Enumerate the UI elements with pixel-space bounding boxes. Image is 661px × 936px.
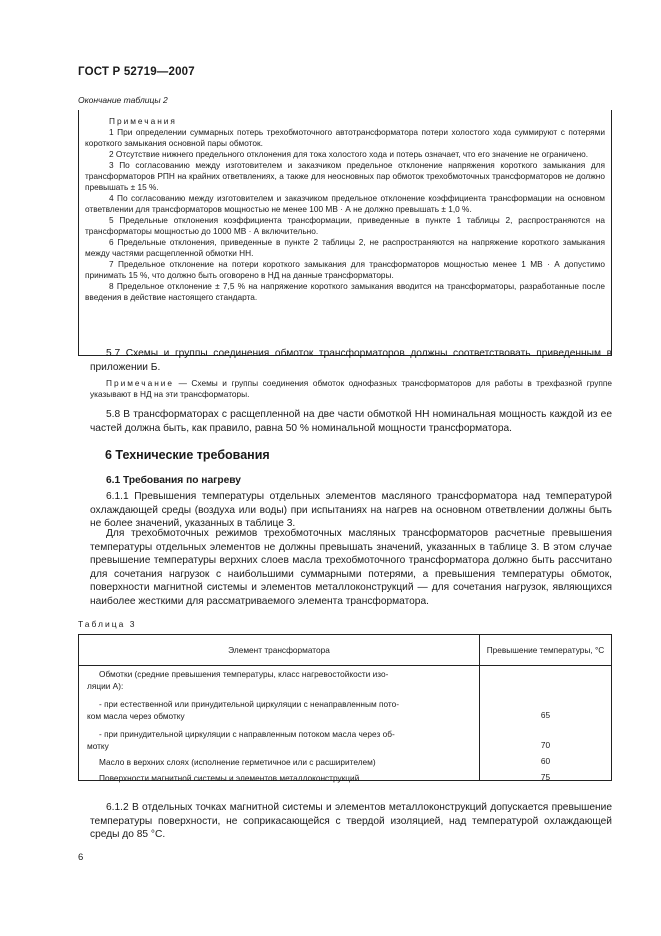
- paragraph-5-8: 5.8 В трансформаторах с расщепленной на две части обмоткой НН номинальная мощность каждой из ее частей должна быть, как правило, равна 50 % номинальной мощности трансформатора.: [90, 409, 612, 434]
- cell-value: 70: [540, 740, 551, 750]
- subsection-title: 6.1 Требования по нагреву: [106, 475, 241, 486]
- cell-line: ком масла через обмотку: [87, 711, 185, 721]
- cell-line: Масло в верхних слоях (исполнение герметичное или с расширителем): [99, 757, 376, 767]
- paragraph-6-1-1: 6.1.1 Превышения температуры отдельных элементов масляного трансформатора над температурой охлаждающей среды (воздуха или воды) при испытаниях на нагрев на основном ответвлении должны быть не более значений, указанных в таблице 3.: [90, 491, 612, 529]
- paragraph-5-7: 5.7 Схемы и группы соединения обмоток трансформаторов должны соответствовать приведенным в приложении Б.: [90, 348, 612, 373]
- note-item: 7 Предельное отклонение на потери короткого замыкания для трансформаторов мощностью менее 1 МВ · А допустимо принимать 15 %, что должно быть оговорено в НД на данные трансформаторы.: [85, 259, 605, 280]
- note-label: Примечание: [106, 378, 175, 388]
- note-item: 3 По согласованию между изготовителем и заказчиком предельное отклонение напряжения короткого замыкания для трансформаторов РПН на крайних ответвлениях, а также для неосновных пар обмоток трехобмоточных трансформаторов не должно превышать ± 15 %.: [85, 160, 605, 192]
- cell-line: - при естественной или принудительной циркуляции с ненаправленным пото-: [99, 699, 399, 709]
- cell-line: Поверхности магнитной системы и элементов металлоконструкций: [99, 773, 360, 783]
- table-header-cell: Превышение температуры, °С: [480, 635, 612, 666]
- table-body-row: [79, 666, 612, 781]
- table-continuation-label: Окончание таблицы 2: [78, 95, 168, 105]
- cell-value: 75: [540, 772, 551, 782]
- cell-line: мотку: [87, 741, 109, 751]
- table-cell-element: [79, 666, 480, 781]
- section-title: 6 Технические требования: [105, 448, 270, 462]
- note-item: 1 При определении суммарных потерь трехобмоточного автотрансформатора потери холостого хода суммируют с потерями короткого замыкания основной пары обмоток.: [85, 127, 605, 148]
- note-item: 5 Предельные отклонения коэффициента трансформации, приведенные в пункте 1 таблицы 2, распространяются на трансформаторы мощностью до 1000 МВ · А включительно.: [85, 215, 605, 236]
- table-cell-values: [480, 666, 612, 781]
- table2-notes-box: [78, 110, 612, 356]
- paragraph-6-1-1-cont: Для трехобмоточных режимов трехобмоточных масляных трансформаторов расчетные превышения температуры отдельных элементов не должны превышать значений, указанных в таблице 3. В этом случае превышение температуры верхних слоев масла трехобмоточного трансформатора должно быть рассчитано для сочетания нагрузок с наибольшими суммарными потерями, а превышения температуры обмоток, поверхности магнитной системы и элементов металлоконструкций — для сочетания нагрузок, являющихся наиболее жесткими для рассматриваемого элемента трансформатора.: [90, 528, 612, 607]
- note-item: 4 По согласованию между изготовителем и заказчиком предельное отклонение коэффициента трансформации на основном ответвлении для трансформаторов мощностью не менее 100 МВ · А не должно превышать ± 1,0 %.: [85, 193, 605, 214]
- note-text: — Схемы и группы соединения обмоток однофазных трансформаторов для работы в трехфазной группе указывают в НД на эти трансформаторы.: [90, 378, 613, 399]
- note-item: 2 Отсутствие нижнего предельного отклонения для тока холостого хода и потерь означает, что его значение не ограничено.: [109, 149, 589, 159]
- note-item: 6 Предельные отклонения, приведенные в пункте 2 таблицы 2, не распространяются на напряжение короткого замыкания между частями расщепленной обмотки НН.: [85, 237, 605, 258]
- paragraph-6-1-2: 6.1.2 В отдельных точках магнитной системы и элементов металлоконструкций допускается превышение температуры поверхности, не соприкасающейся с твердой изоляцией, над температурой охлаждающей среды до 85 °С.: [90, 802, 612, 840]
- note-5-7: [90, 378, 612, 400]
- cell-line: - при принудительной циркуляции с направленным потоком масла через об-: [99, 729, 395, 739]
- table-caption: Таблица 3: [78, 619, 137, 629]
- table-header-row: [79, 635, 612, 666]
- document-header: ГОСТ Р 52719—2007: [78, 66, 195, 78]
- note-item: 8 Предельное отклонение ± 7,5 % на напряжение короткого замыкания вводится на трансформаторы, разработанные после введения в действие настоящего стандарта.: [85, 281, 605, 302]
- table-header-cell: Элемент трансформатора: [79, 635, 480, 666]
- page-number: 6: [78, 852, 84, 863]
- table-3: [78, 634, 612, 781]
- cell-value: 65: [540, 710, 551, 720]
- cell-value: 60: [540, 756, 551, 766]
- cell-line: ляции А):: [87, 681, 124, 691]
- cell-line: Обмотки (средние превышения температуры, класс нагревостойкости изо-: [99, 669, 389, 679]
- notes-heading: Примечания: [109, 116, 177, 126]
